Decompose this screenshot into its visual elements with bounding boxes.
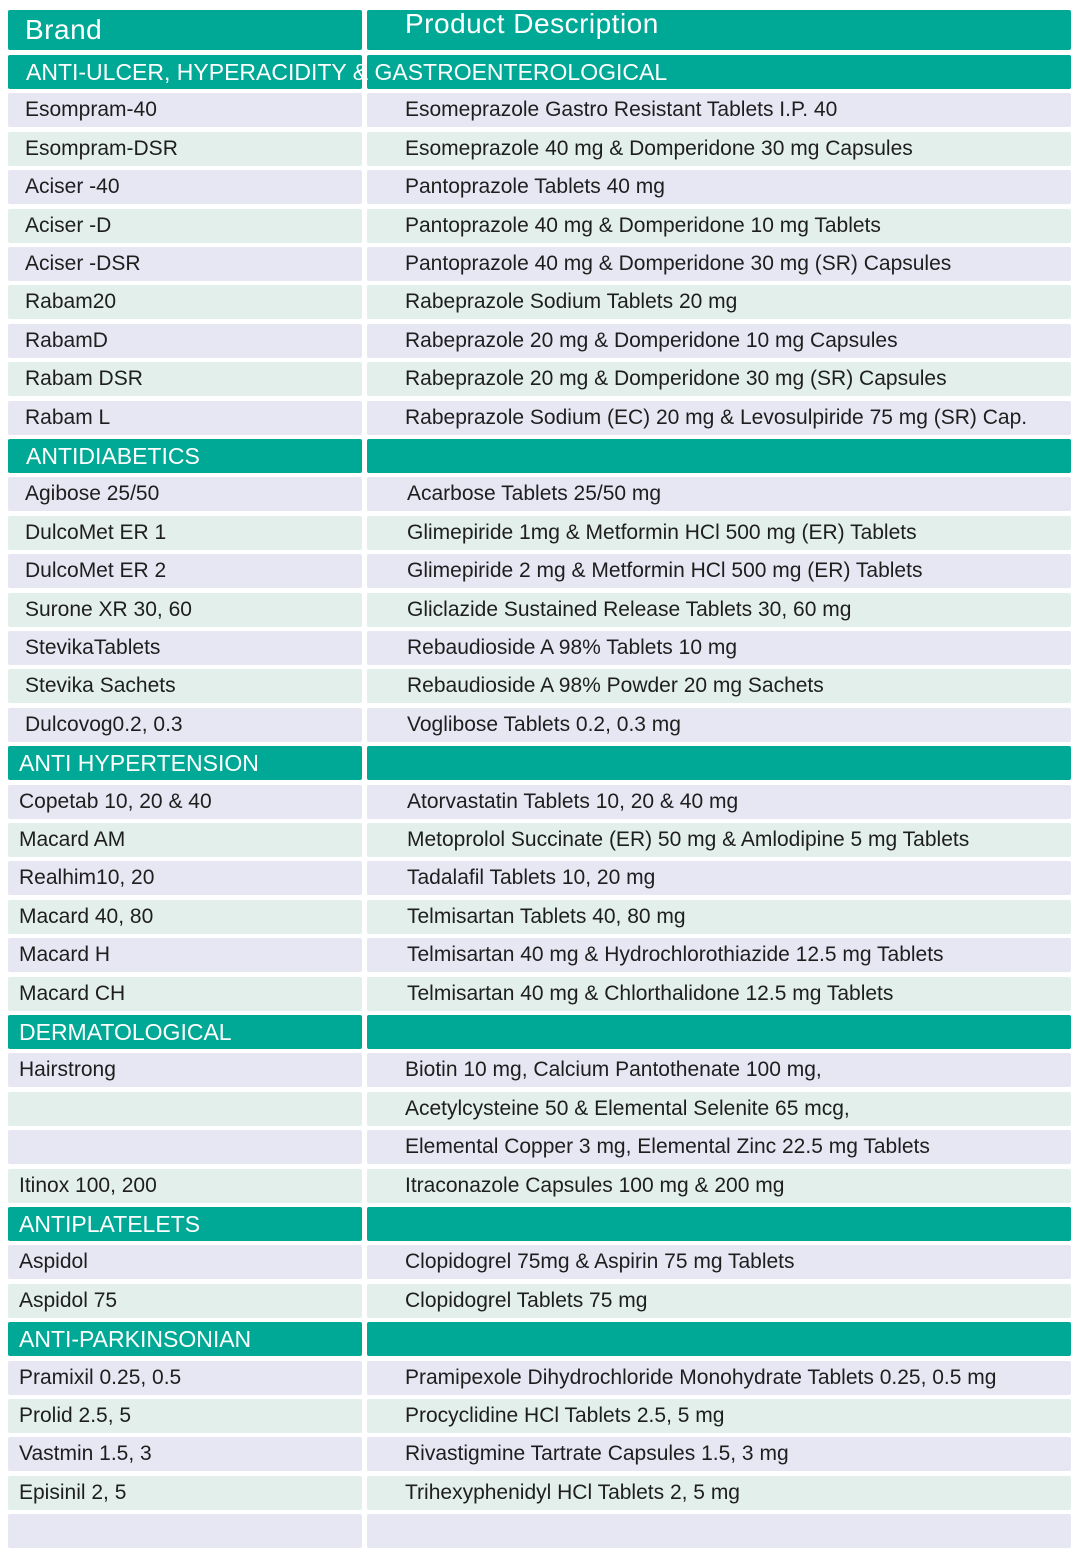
description-cell (367, 324, 1071, 358)
brand-cell-text: Esompram-40 (25, 98, 157, 122)
brand-cell (8, 401, 362, 435)
brand-cell (8, 324, 362, 358)
description-cell-text: Acetylcysteine 50 & Elemental Selenite 65 mcg, (405, 1096, 850, 1120)
brand-cell-text: DulcoMet ER 2 (25, 559, 167, 583)
section-title: ANTIPLATELETS (19, 1210, 201, 1237)
header-brand-cell-text: Brand (25, 14, 103, 45)
description-cell-text: Telmisartan 40 mg & Chlorthalidone 12.5 mg Tablets (407, 981, 894, 1005)
section-title: DERMATOLOGICAL (19, 1018, 232, 1045)
description-cell-text: Metoprolol Succinate (ER) 50 mg & Amlodipine 5 mg Tablets (407, 828, 970, 851)
description-cell (367, 554, 1071, 588)
section-band-desc (367, 1322, 1071, 1356)
brand-cell (8, 1361, 362, 1395)
brand-cell-text: Realhim10, 20 (19, 866, 155, 890)
description-cell-text: Acarbose Tablets 25/50 mg (407, 482, 662, 506)
section-band-desc (367, 1207, 1071, 1241)
description-cell (367, 477, 1071, 511)
description-cell (367, 1361, 1071, 1395)
brand-cell (8, 1169, 362, 1203)
brand-cell (8, 1092, 362, 1126)
description-cell-text: Clopidogrel 75mg & Aspirin 75 mg Tablets (405, 1250, 795, 1274)
header-description-cell-text: Product Description (405, 8, 659, 39)
description-cell-text: Esomeprazole 40 mg & Domperidone 30 mg Capsules (405, 136, 913, 160)
brand-cell-text: RabamD (25, 328, 108, 352)
brand-cell (8, 285, 362, 319)
brand-cell (8, 1476, 362, 1510)
section-title: ANTI HYPERTENSION (19, 749, 259, 776)
brand-cell (8, 209, 362, 243)
brand-cell-text: Macard CH (19, 981, 126, 1005)
description-cell (367, 1284, 1071, 1318)
description-cell (367, 785, 1071, 819)
brand-cell-text: Vastmin 1.5, 3 (19, 1442, 152, 1466)
brand-cell-text: Aciser -DSR (25, 252, 141, 275)
brand-cell (8, 938, 362, 972)
description-cell (367, 93, 1071, 127)
description-cell-text: Telmisartan 40 mg & Hydrochlorothiazide 12.5 mg Tablets (407, 943, 944, 967)
brand-cell-text: Macard 40, 80 (19, 904, 154, 928)
brand-cell-text: StevikaTablets (25, 636, 161, 659)
description-cell (367, 1514, 1071, 1548)
description-cell (367, 132, 1071, 166)
brand-cell (8, 1130, 362, 1164)
section-title: ANTI-PARKINSONIAN (19, 1325, 252, 1352)
description-cell (367, 977, 1071, 1011)
description-cell (367, 209, 1071, 243)
description-cell-text: Glimepiride 2 mg & Metformin HCl 500 mg (ER) Tablets (407, 559, 923, 583)
brand-cell-text: Esompram-DSR (25, 136, 178, 160)
description-cell-text: Glimepiride 1mg & Metformin HCl 500 mg (ER) Tablets (407, 520, 917, 544)
brand-cell-text: Dulcovog0.2, 0.3 (25, 712, 183, 736)
description-cell (367, 1437, 1071, 1471)
brand-cell (8, 247, 362, 281)
brand-cell (8, 861, 362, 895)
description-cell-text: Voglibose Tablets 0.2, 0.3 mg (407, 712, 681, 736)
description-cell (367, 1169, 1071, 1203)
section-title: ANTI-ULCER, HYPERACIDITY & GASTROENTEROLOGICAL (26, 58, 668, 85)
description-cell-text: Pramipexole Dihydrochloride Monohydrate Tablets 0.25, 0.5 mg (405, 1365, 997, 1389)
description-cell-text: Rabeprazole Sodium Tablets 20 mg (405, 290, 738, 314)
description-cell-text: Rebaudioside A 98% Tablets 10 mg (407, 636, 738, 659)
description-cell (367, 516, 1071, 550)
description-cell-text: Rebaudioside A 98% Powder 20 mg Sachets (407, 674, 824, 698)
brand-cell (8, 900, 362, 934)
description-cell-text: Elemental Copper 3 mg, Elemental Zinc 22.5 mg Tablets (405, 1135, 930, 1159)
brand-cell (8, 1245, 362, 1279)
description-cell (367, 247, 1071, 281)
brand-cell (8, 785, 362, 819)
description-cell (367, 631, 1071, 665)
brand-cell (8, 631, 362, 665)
description-cell-text: Pantoprazole 40 mg & Domperidone 10 mg Tablets (405, 213, 881, 237)
brand-cell-text: Rabam DSR (25, 367, 143, 391)
brand-cell (8, 669, 362, 703)
brand-cell (8, 593, 362, 627)
brand-cell-text: Agibose 25/50 (25, 482, 160, 506)
brand-cell (8, 170, 362, 204)
brand-cell-text: Aspidol 75 (19, 1288, 118, 1312)
description-cell (367, 669, 1071, 703)
brand-cell-text: Itinox 100, 200 (19, 1173, 157, 1197)
description-cell-text: Tadalafil Tablets 10, 20 mg (407, 866, 656, 890)
description-cell (367, 1092, 1071, 1126)
description-cell (367, 900, 1071, 934)
brand-cell-text: DulcoMet ER 1 (25, 520, 167, 544)
description-cell-text: Clopidogrel Tablets 75 mg (405, 1288, 648, 1312)
description-cell (367, 938, 1071, 972)
description-cell-text: Trihexyphenidyl HCl Tablets 2, 5 mg (405, 1480, 740, 1504)
description-cell-text: Rivastigmine Tartrate Capsules 1.5, 3 mg (405, 1442, 789, 1466)
brand-cell (8, 1284, 362, 1318)
description-cell (367, 1245, 1071, 1279)
description-cell (367, 362, 1071, 396)
description-cell (367, 708, 1071, 742)
brand-cell-text: Stevika Sachets (25, 674, 176, 698)
section-title: ANTIDIABETICS (26, 442, 200, 469)
brand-cell-text: Rabam20 (25, 290, 117, 314)
brand-cell (8, 516, 362, 550)
description-cell-text: Rabeprazole Sodium (EC) 20 mg & Levosulpiride 75 mg (SR) Cap. (405, 405, 1028, 429)
description-cell (367, 861, 1071, 895)
description-cell (367, 285, 1071, 319)
brand-cell-text: Aciser -D (25, 213, 112, 237)
description-cell (367, 823, 1071, 857)
description-cell (367, 593, 1071, 627)
brand-cell-text: Episinil 2, 5 (19, 1480, 127, 1504)
header-brand-cell (8, 10, 362, 50)
section-band-desc (367, 439, 1071, 473)
brand-cell (8, 1399, 362, 1433)
brand-cell-text: Macard H (19, 943, 111, 967)
description-cell-text: Rabeprazole 20 mg & Domperidone 30 mg (SR) Capsules (405, 367, 947, 391)
description-cell-text: Itraconazole Capsules 100 mg & 200 mg (405, 1173, 785, 1197)
description-cell (367, 1053, 1071, 1087)
brand-cell-text: Pramixil 0.25, 0.5 (19, 1365, 182, 1389)
brand-cell (8, 362, 362, 396)
brand-cell (8, 477, 362, 511)
description-cell-text: Rabeprazole 20 mg & Domperidone 10 mg Capsules (405, 328, 898, 352)
description-cell (367, 1476, 1071, 1510)
description-cell-text: Esomeprazole Gastro Resistant Tablets I.P. 40 (405, 98, 838, 122)
brand-cell-text: Macard AM (19, 828, 126, 851)
description-cell (367, 170, 1071, 204)
description-cell (367, 1130, 1071, 1164)
brand-cell (8, 977, 362, 1011)
brand-cell-text: Copetab 10, 20 & 40 (19, 789, 212, 813)
description-cell (367, 401, 1071, 435)
brand-cell-text: Hairstrong (19, 1058, 116, 1082)
description-cell-text: Biotin 10 mg, Calcium Pantothenate 100 mg, (405, 1058, 822, 1082)
section-band-desc (367, 1015, 1071, 1049)
brand-cell (8, 93, 362, 127)
description-cell-text: Telmisartan Tablets 40, 80 mg (407, 904, 686, 928)
description-cell-text: Procyclidine HCl Tablets 2.5, 5 mg (405, 1404, 725, 1427)
description-cell-text: Atorvastatin Tablets 10, 20 & 40 mg (407, 789, 739, 813)
brand-cell (8, 1437, 362, 1471)
description-cell (367, 1399, 1071, 1433)
brand-cell (8, 132, 362, 166)
description-cell-text: Pantoprazole 40 mg & Domperidone 30 mg (SR) Capsules (405, 252, 952, 275)
brand-cell (8, 1514, 362, 1548)
brand-cell-text: Aspidol (19, 1250, 88, 1274)
brand-cell-text: Rabam L (25, 405, 111, 429)
brand-cell-text: Surone XR 30, 60 (25, 597, 192, 621)
brand-cell (8, 823, 362, 857)
brand-cell-text: Aciser -40 (25, 175, 120, 199)
description-cell-text: Gliclazide Sustained Release Tablets 30, 60 mg (407, 597, 852, 621)
brand-cell-text: Prolid 2.5, 5 (19, 1404, 132, 1427)
brand-cell (8, 1053, 362, 1087)
header-description-cell (367, 10, 1071, 50)
brand-cell (8, 708, 362, 742)
section-band-desc (367, 746, 1071, 780)
brand-cell (8, 554, 362, 588)
description-cell-text: Pantoprazole Tablets 40 mg (405, 175, 665, 199)
